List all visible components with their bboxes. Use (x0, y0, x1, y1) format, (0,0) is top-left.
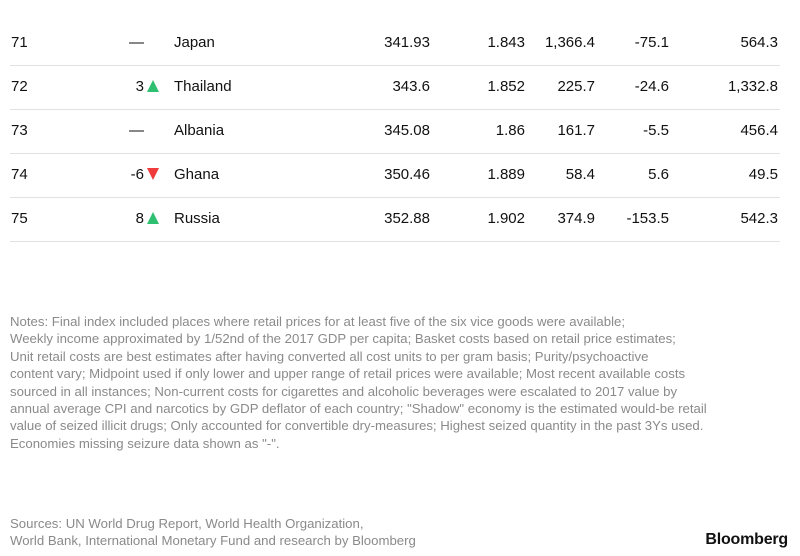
ratio-cell: 1.86 (495, 122, 525, 139)
score-cell: 343.6 (392, 78, 430, 95)
value-cell-3: 564.3 (740, 34, 778, 51)
country-cell: Russia (174, 210, 220, 227)
rank-change-cell: 8 (135, 210, 144, 227)
table-row (10, 66, 780, 110)
arrow-up-icon (147, 212, 159, 226)
score-cell: 345.08 (384, 122, 430, 139)
sources-text: Sources: UN World Drug Report, World Health Organization, World Bank, International Monetary Fund and research by Bloomberg (10, 516, 416, 549)
rank-cell: 71 (11, 34, 28, 51)
rank-cell: 75 (11, 210, 28, 227)
table-row (10, 198, 780, 242)
rank-change-cell: — (129, 122, 144, 139)
brand-logo: Bloomberg (705, 531, 788, 548)
table-row (10, 22, 780, 66)
value-cell-3: 542.3 (740, 210, 778, 227)
value-cell-2: -153.5 (626, 210, 669, 227)
ratio-cell: 1.889 (487, 166, 525, 183)
arrow-down-icon (147, 168, 159, 182)
notes-text: Notes: Final index included places where retail prices for at least five of the six vice goods were available; Weekly income approximated by 1/52nd of the 2017 GDP per capita; Basket costs based on retail price estimates; Unit retail costs are best estimates after having converted all cost units to per gram basis; Purity/psychoactive content vary; Midpoint used if only lower and upper range of retail prices were available; Most recent available costs sourced in all instances; Non-current costs for cigarettes and alcoholic beverages were escalated to 2017 value by annual average CPI and narcotics by GDP deflator of each country; "Shadow" economy is the estimated would-be retail value of seized illicit drugs; Only accounted for convertible dry-measures; Highest seized quantity in the past 3Ys used. Economies missing seizure data shown as "-". (10, 314, 707, 451)
score-cell: 350.46 (384, 166, 430, 183)
ratio-cell: 1.843 (487, 34, 525, 51)
value-cell-2: -5.5 (643, 122, 669, 139)
rank-cell: 74 (11, 166, 28, 183)
value-cell-1: 374.9 (557, 210, 595, 227)
value-cell-3: 49.5 (748, 166, 778, 183)
rank-change-cell: -6 (130, 166, 144, 183)
value-cell-1: 58.4 (565, 166, 595, 183)
rank-change-cell: — (129, 34, 144, 51)
value-cell-2: -24.6 (634, 78, 669, 95)
rank-cell: 72 (11, 78, 28, 95)
score-cell: 341.93 (384, 34, 430, 51)
country-cell: Ghana (174, 166, 220, 183)
value-cell-2: -75.1 (634, 34, 669, 51)
score-cell: 352.88 (384, 210, 430, 227)
ranking-table (10, 22, 780, 242)
ratio-cell: 1.902 (487, 210, 525, 227)
value-cell-2: 5.6 (648, 166, 669, 183)
value-cell-1: 225.7 (557, 78, 595, 95)
table-row (10, 110, 780, 154)
value-cell-1: 161.7 (557, 122, 595, 139)
country-cell: Albania (174, 122, 225, 139)
ratio-cell: 1.852 (487, 78, 525, 95)
country-cell: Thailand (174, 78, 232, 95)
arrow-up-icon (147, 80, 159, 94)
value-cell-1: 1,366.4 (544, 34, 595, 51)
value-cell-3: 456.4 (740, 122, 778, 139)
country-cell: Japan (174, 34, 215, 51)
rank-change-cell: 3 (135, 78, 144, 95)
value-cell-3: 1,332.8 (727, 78, 778, 95)
rank-cell: 73 (11, 122, 28, 139)
table-row (10, 154, 780, 198)
